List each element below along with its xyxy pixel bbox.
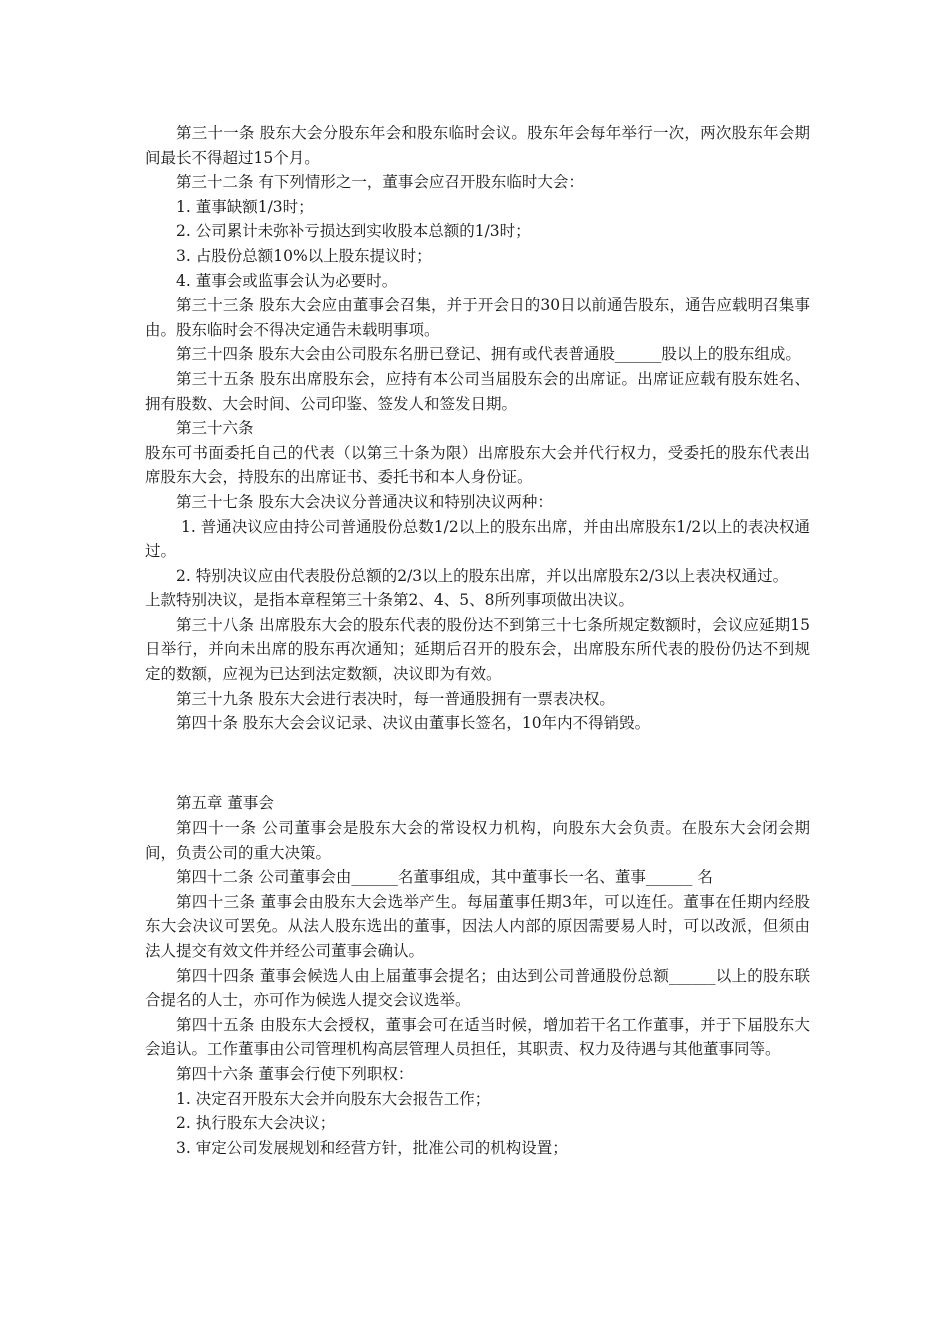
paragraph: 2. 执行股东大会决议；: [176, 1114, 336, 1133]
paragraph: 第三十八条 出席股东大会的股东代表的股份达不到第三十七条所规定数额时，会议应延期15日举行，并向未出席的股东再次通知；延期后召开的股东会，出席股东所代表的股份仍达不到规定的数额，应视为已达到法定数额，决议即为有效。: [145, 615, 810, 684]
chapter-heading: 第五章 董事会: [176, 794, 274, 813]
paragraph: 3. 审定公司发展规划和经营方针，批准公司的机构设置；: [176, 1138, 568, 1157]
paragraph: 第三十四条 股东大会由公司股东名册已登记、拥有或代表普通股______股以上的股东组成。: [176, 345, 801, 364]
paragraph: 1. 普通决议应由持公司普通股份总数1/2以上的股东出席，并由出席股东1/2以上的表决权通过。: [145, 517, 810, 561]
paragraph: 第四十条 股东大会会议记录、决议由董事长签名，10年内不得销毁。: [176, 714, 651, 733]
paragraph: 1. 决定召开股东大会并向股东大会报告工作；: [176, 1089, 491, 1108]
paragraph: 第三十七条 股东大会决议分普通决议和特别决议两种：: [176, 492, 553, 511]
paragraph: 第三十三条 股东大会应由董事会召集，并于开会日的30日以前通告股东，通告应载明召集事由。股东临时会不得决定通告未载明事项。: [145, 296, 810, 339]
paragraph: 第三十一条 股东大会分股东年会和股东临时会议。股东年会每年举行一次，两次股东年会期间最长不得超过15个月。: [145, 124, 810, 167]
paragraph: 上款特别决议，是指本章程第三十条第2、4、5、8所列事项做出决议。: [145, 591, 634, 610]
paragraph: 第四十二条 公司董事会由______名董事组成，其中董事长一名、董事______ 名: [176, 868, 713, 887]
paragraph: 2. 特别决议应由代表股份总额的2/3以上的股东出席，并以出席股东2/3以上表决权通过。: [176, 566, 789, 585]
document-page: [145, 121, 810, 1160]
paragraph: 第三十九条 股东大会进行表决时，每一普通股拥有一票表决权。: [176, 689, 615, 708]
paragraph: 4. 董事会或监事会认为必要时。: [176, 271, 398, 290]
paragraph: 第四十四条 董事会候选人由上届董事会提名；由达到公司普通股份总额______以上的股东联合提名的人士，亦可作为候选人提交会议选举。: [145, 966, 810, 1010]
paragraph: 3. 占股份总额10%以上股东提议时；: [176, 246, 432, 265]
blank-line: [145, 751, 810, 776]
paragraph: 1. 董事缺额1/3时；: [176, 197, 314, 216]
paragraph: 第四十五条 由股东大会授权，董事会可在适当时候，增加若干名工作董事，并于下届股东大会追认。工作董事由公司管理机构高层管理人员担任，其职责、权力及待遇与其他董事同等。: [145, 1015, 810, 1059]
paragraph: 第四十一条 公司董事会是股东大会的常设权力机构，向股东大会负责。在股东大会闭会期间，负责公司的重大决策。: [145, 819, 810, 862]
paragraph: 第三十二条 有下列情形之一，董事会应召开股东临时大会：: [176, 173, 584, 192]
paragraph: 第四十六条 董事会行使下列职权：: [176, 1064, 414, 1083]
paragraph: 第三十六条: [176, 419, 254, 438]
paragraph: 第三十五条 股东出席股东会，应持有本公司当届股东会的出席证。出席证应载有股东姓名、拥有股数、大会时间、公司印鉴、签发人和签发日期。: [145, 369, 810, 413]
paragraph: 2. 公司累计未弥补亏损达到实收股本总额的1/3时；: [176, 222, 531, 241]
paragraph: 股东可书面委托自己的代表（以第三十条为限）出席股东大会并代行权力，受委托的股东代表出席股东大会，持股东的出席证书、委托书和本人身份证。: [145, 443, 810, 487]
paragraph: 第四十三条 董事会由股东大会选举产生。每届董事任期3年，可以连任。董事在任期内经股东大会决议可罢免。从法人股东选出的董事，因法人内部的原因需要易人时，可以改派，但须由法人提交有效文件并经公司董事会确认。: [145, 892, 810, 960]
